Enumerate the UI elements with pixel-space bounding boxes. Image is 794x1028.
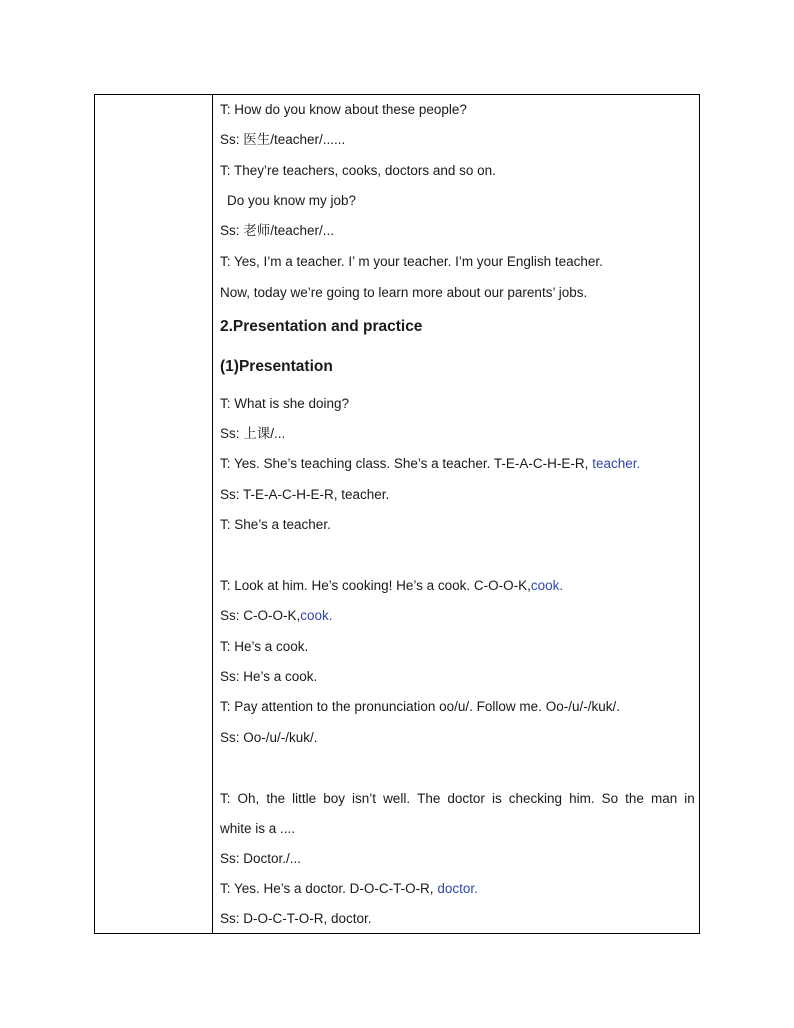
word: in xyxy=(684,791,695,806)
dialogue-line: Ss: Doctor./... xyxy=(220,851,302,866)
dialogue-line: Now, today we’re going to learn more about our parents’ jobs. xyxy=(220,285,588,300)
dialogue-line: Ss: Oo-/u/-/kuk/. xyxy=(220,730,318,745)
dialogue-line: Ss: 上课/... xyxy=(220,426,286,441)
dialogue-cell xyxy=(213,95,699,933)
word: man xyxy=(650,791,678,806)
dialogue-line: T: Yes, I’m a teacher. I’ m your teacher. I’m your English teacher. xyxy=(220,254,603,269)
dialogue-line: Ss: 老师/teacher/... xyxy=(220,223,335,238)
dialogue-text: T: Yes. She’s teaching class. She’s a teacher. T-E-A-C-H-E-R, xyxy=(220,456,593,471)
dialogue-line xyxy=(220,455,695,473)
word: him. xyxy=(569,791,595,806)
dialogue-line: T: How do you know about these people? xyxy=(220,102,467,117)
dialogue-line xyxy=(220,577,695,595)
highlighted-word: doctor. xyxy=(437,881,478,896)
dialogue-line: T: They’re teachers, cooks, doctors and so on. xyxy=(220,163,496,178)
dialogue-line: T: She’s a teacher. xyxy=(220,517,331,532)
section-heading: 2.Presentation and practice xyxy=(220,318,423,335)
dialogue-line: Ss: T-E-A-C-H-E-R, teacher. xyxy=(220,487,390,502)
dialogue-line: Do you know my job? xyxy=(227,193,357,208)
dialogue-line xyxy=(220,607,695,625)
dialogue-line: T: He’s a cook. xyxy=(220,639,309,654)
word: the xyxy=(266,791,286,806)
word: So xyxy=(601,791,619,806)
dialogue-line: T: Pay attention to the pronunciation oo/u/. Follow me. Oo-/u/-/kuk/. xyxy=(220,699,620,714)
dialogue-line: Ss: He’s a cook. xyxy=(220,669,318,684)
word: isn’t xyxy=(352,791,377,806)
word: boy xyxy=(323,791,345,806)
lesson-table xyxy=(94,94,700,934)
word: doctor xyxy=(447,791,485,806)
dialogue-line: Ss: 医生/teacher/...... xyxy=(220,132,346,147)
word: little xyxy=(292,791,317,806)
dialogue-text: T: Look at him. He’s cooking! He’s a cook. C-O-O-K, xyxy=(220,578,531,593)
dialogue-line xyxy=(220,880,695,898)
dialogue-line: white is a .... xyxy=(220,821,296,836)
justified-dialogue-line xyxy=(220,790,695,808)
word: the xyxy=(625,791,644,806)
highlighted-word: cook. xyxy=(300,608,333,623)
word: checking xyxy=(508,791,563,806)
word: well. xyxy=(383,791,411,806)
word: The xyxy=(417,791,441,806)
dialogue-text: T: Yes. He’s a doctor. D-O-C-T-O-R, xyxy=(220,881,438,896)
highlighted-word: cook. xyxy=(530,578,564,593)
dialogue-line: Ss: D-O-C-T-O-R, doctor. xyxy=(220,911,372,926)
word: is xyxy=(491,791,502,806)
dialogue-line: T: What is she doing? xyxy=(220,396,350,411)
dialogue-text: Ss: C-O-O-K, xyxy=(220,608,301,623)
highlighted-word: teacher. xyxy=(592,456,641,471)
left-column-cell xyxy=(95,95,213,933)
word: Oh, xyxy=(237,791,260,806)
word: T: xyxy=(220,791,231,806)
subsection-heading: (1)Presentation xyxy=(220,358,333,375)
